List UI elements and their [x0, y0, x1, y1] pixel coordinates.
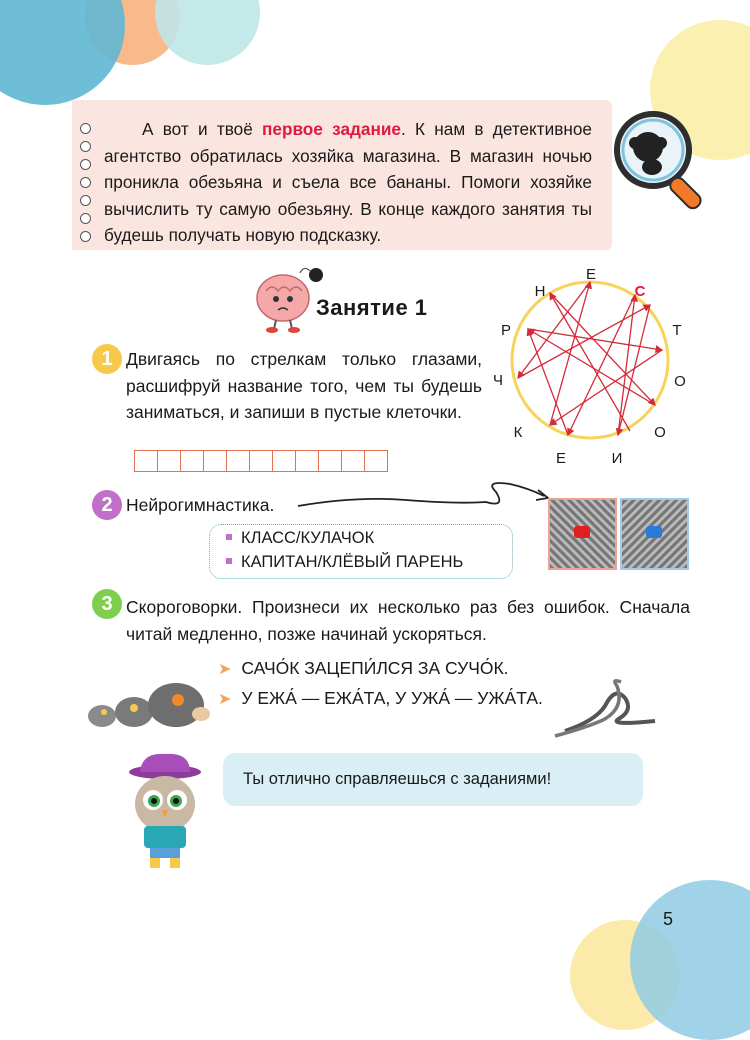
letter-right-mid: О — [674, 373, 686, 390]
youtube-icon — [574, 526, 590, 538]
vk-icon — [646, 526, 662, 538]
answer-cell[interactable] — [157, 450, 181, 472]
answer-cell[interactable] — [295, 450, 319, 472]
neuro-exercises-box — [209, 524, 513, 579]
snakes-illustration — [545, 676, 665, 741]
letter-left-mid: Ч — [493, 372, 503, 389]
speech-bubble-text: Ты отлично справляешься с заданиями! — [243, 770, 552, 788]
answer-cell[interactable] — [180, 450, 204, 472]
squiggle-arrow — [296, 478, 561, 518]
answer-cell[interactable] — [226, 450, 250, 472]
qr-code-vk[interactable] — [620, 498, 689, 570]
task-1-text: Двигаясь по стрелкам только глазами, расшифруй название того, чем ты будешь заниматься, и запиши в пустые клеточки. — [126, 349, 482, 422]
answer-cell[interactable] — [249, 450, 273, 472]
letter-left-lower: К — [513, 424, 523, 441]
letter-right-upper: Т — [672, 322, 682, 339]
letter-top-left: Н — [534, 283, 546, 300]
chevron-right-icon: ➤ — [218, 661, 232, 678]
hedgehogs-illustration — [84, 678, 214, 738]
task-2-number: 2 — [92, 490, 122, 520]
answer-cell[interactable] — [318, 450, 342, 472]
exercise-item: КАПИТАН/КЛЁВЫЙ ПАРЕНЬ — [226, 553, 463, 572]
highlight-first-task: первое задание — [262, 119, 401, 139]
chevron-right-icon: ➤ — [218, 691, 232, 708]
answer-cell[interactable] — [341, 450, 365, 472]
task-3-text: Скороговорки. Произнеси их несколько раз без ошибок. Сначала читай медленно, позже начинай ускоряться. — [126, 597, 690, 644]
page-number: 5 — [663, 909, 674, 929]
answer-cell[interactable] — [272, 450, 296, 472]
letter-bottom-left: Е — [555, 450, 566, 467]
intro-text: А вот и твоё первое задание. К нам в детективное агентство обратилась хозяйка магазина. В магазин ночью проникла обезьяна и съела все бананы. Помоги хозяйке вычислить ту самую обезьяну. В конце каждого занятия ты будешь получать новую подсказку. — [104, 119, 592, 245]
letter-top: Е — [585, 266, 596, 283]
letter-top-right: С — [634, 283, 646, 300]
qr-code-youtube[interactable] — [548, 498, 617, 570]
answer-cell[interactable] — [364, 450, 388, 472]
answer-cells[interactable] — [135, 450, 388, 472]
tongue-twister-1: ➤ САЧО́К ЗАЦЕПИ́ЛСЯ ЗА СУЧО́К. — [218, 658, 509, 678]
task-3-number: 3 — [92, 589, 122, 619]
letter-right-lower: О — [654, 424, 666, 441]
exercise-item: КЛАСС/КУЛАЧОК — [226, 529, 374, 548]
lesson-title: Занятие 1 — [316, 295, 428, 320]
task-2-text: Нейрогимнастика. — [126, 495, 275, 515]
letter-bottom-right: И — [611, 450, 623, 467]
answer-cell[interactable] — [134, 450, 158, 472]
puzzle-arrows — [518, 282, 662, 435]
owl-mascot-icon — [120, 752, 210, 872]
task-1-number: 1 — [92, 344, 122, 374]
answer-cell[interactable] — [203, 450, 227, 472]
tongue-twister-2: ➤ У ЕЖА́ — ЕЖА́ТА, У УЖА́ — УЖА́ТА. — [218, 688, 543, 708]
decor-blob-blue — [0, 0, 125, 105]
letter-left-upper: Р — [500, 322, 511, 339]
magnifier-monkey-icon — [608, 105, 718, 230]
decor-blob-mint — [155, 0, 260, 65]
